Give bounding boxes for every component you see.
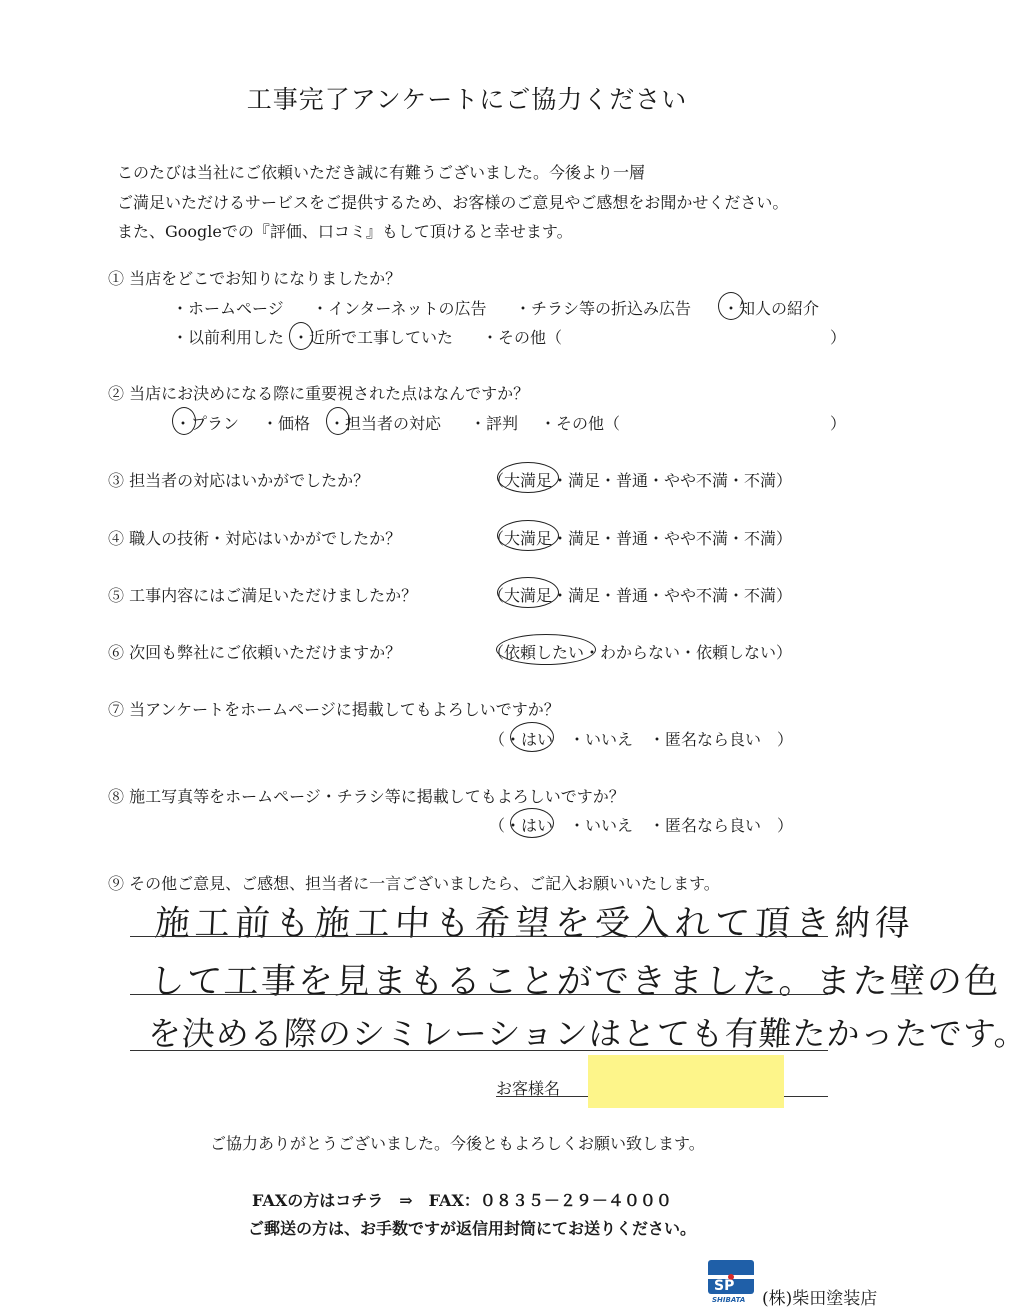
question-8: ⑧ 施工写真等をホームページ・チラシ等に掲載してもよろしいですか？	[108, 787, 625, 806]
q1-selection-circle-2	[289, 322, 313, 350]
q3-selection-circle	[497, 462, 559, 493]
q7-selection-circle	[510, 722, 554, 752]
q8-selection-circle	[510, 808, 554, 838]
q6-selection-circle	[496, 634, 596, 665]
q2-option-price: ・価格	[262, 414, 311, 433]
intro-line-1: このたびは当社にご依頼いただき誠に有難うございました。今後より一層	[117, 163, 646, 182]
writing-line-2	[130, 994, 828, 995]
question-6: ⑥ 次回も弊社にご依頼いただけますか？	[108, 643, 402, 662]
question-1: ① 当店をどこでお知りになりましたか？	[108, 269, 402, 288]
fax-line: FAXの方はコチラ ⇒ FAX：０８３５－２９－４０００	[252, 1191, 672, 1210]
writing-line-3	[130, 1050, 828, 1051]
question-2: ② 当店にお決めになる際に重要視された点はなんですか？	[108, 384, 530, 403]
mail-line: ご郵送の方は、お手数ですが返信用封筒にてお送りください。	[248, 1219, 697, 1238]
q7-scale: （・はい ・いいえ ・匿名なら良い ）	[489, 730, 794, 749]
q4-selection-circle	[497, 520, 559, 551]
q1-selection-circle	[718, 292, 744, 320]
handwritten-line-1: 施工前も施工中も希望を受入れて頂き納得	[153, 904, 916, 944]
q2-option-reputation: ・評判	[470, 414, 519, 433]
thanks-message: ご協力ありがとうございました。今後ともよろしくお願い致します。	[210, 1134, 705, 1153]
writing-line-1	[130, 936, 828, 937]
page-title: 工事完了アンケートにご協力ください	[246, 85, 688, 114]
question-7: ⑦ 当アンケートをホームページに掲載してもよろしいですか？	[108, 700, 560, 719]
q1-option-homepage: ・ホームページ	[172, 299, 284, 318]
logo-caption: SHIBATA	[712, 1296, 746, 1304]
customer-name-label: お客様名	[496, 1079, 561, 1098]
q5-selection-circle	[497, 577, 559, 608]
q2-option-staff: ・担当者の対応	[329, 414, 442, 433]
q1-option-nearby: ・近所で工事していた	[293, 328, 454, 347]
q8-scale: （・はい ・いいえ ・匿名なら良い ）	[489, 816, 794, 835]
handwritten-line-2: して工事を見まもることができました。また壁の色	[148, 962, 1002, 1002]
q1-option-previous: ・以前利用した	[172, 328, 285, 347]
q2-option-other-close: ）	[830, 414, 847, 433]
q5-scale: （大満足・満足・普通・やや不満・不満）	[488, 586, 793, 605]
q1-option-flyer: ・チラシ等の折込み広告	[515, 299, 692, 318]
q1-option-other-close: ）	[830, 328, 847, 347]
intro-line-2: ご満足いただけるサービスをご提供するため、お客様のご意見やご感想をお聞かせください。	[117, 193, 789, 212]
question-9: ⑨ その他ご意見、ご感想、担当者に一言ございましたら、ご記入お願いいたします。	[108, 874, 720, 893]
handwritten-line-3: を決める際のシミレーションはとても有難たかったです。	[146, 1014, 1029, 1053]
q4-scale: （大満足・満足・普通・やや不満・不満）	[488, 529, 793, 548]
q1-option-internet-ad: ・インターネットの広告	[312, 299, 487, 318]
company-name: (株)柴田塗装店	[762, 1289, 878, 1309]
company-logo	[706, 1258, 756, 1304]
logo-letters: SP	[714, 1278, 735, 1294]
q2-option-plan: ・プラン	[175, 414, 240, 433]
q2-option-other: ・その他（	[540, 414, 621, 433]
intro-line-3: また、Googleでの『評価、口コミ』もして頂けると幸せます。	[117, 222, 573, 241]
q1-option-referral: ・知人の紹介	[723, 299, 820, 318]
question-3: ③ 担当者の対応はいかがでしたか？	[108, 471, 370, 490]
redaction-highlight	[588, 1055, 784, 1108]
q2-selection-circle-2	[326, 407, 350, 435]
q3-scale: （大満足・満足・普通・やや不満・不満）	[488, 471, 793, 490]
q2-selection-circle	[172, 407, 196, 435]
q6-scale: （依頼したい・わからない・依頼しない）	[488, 643, 793, 662]
question-4: ④ 職人の技術・対応はいかがでしたか？	[108, 529, 402, 548]
question-5: ⑤ 工事内容にはご満足いただけましたか？	[108, 586, 418, 605]
q1-option-other: ・その他（	[482, 328, 563, 347]
